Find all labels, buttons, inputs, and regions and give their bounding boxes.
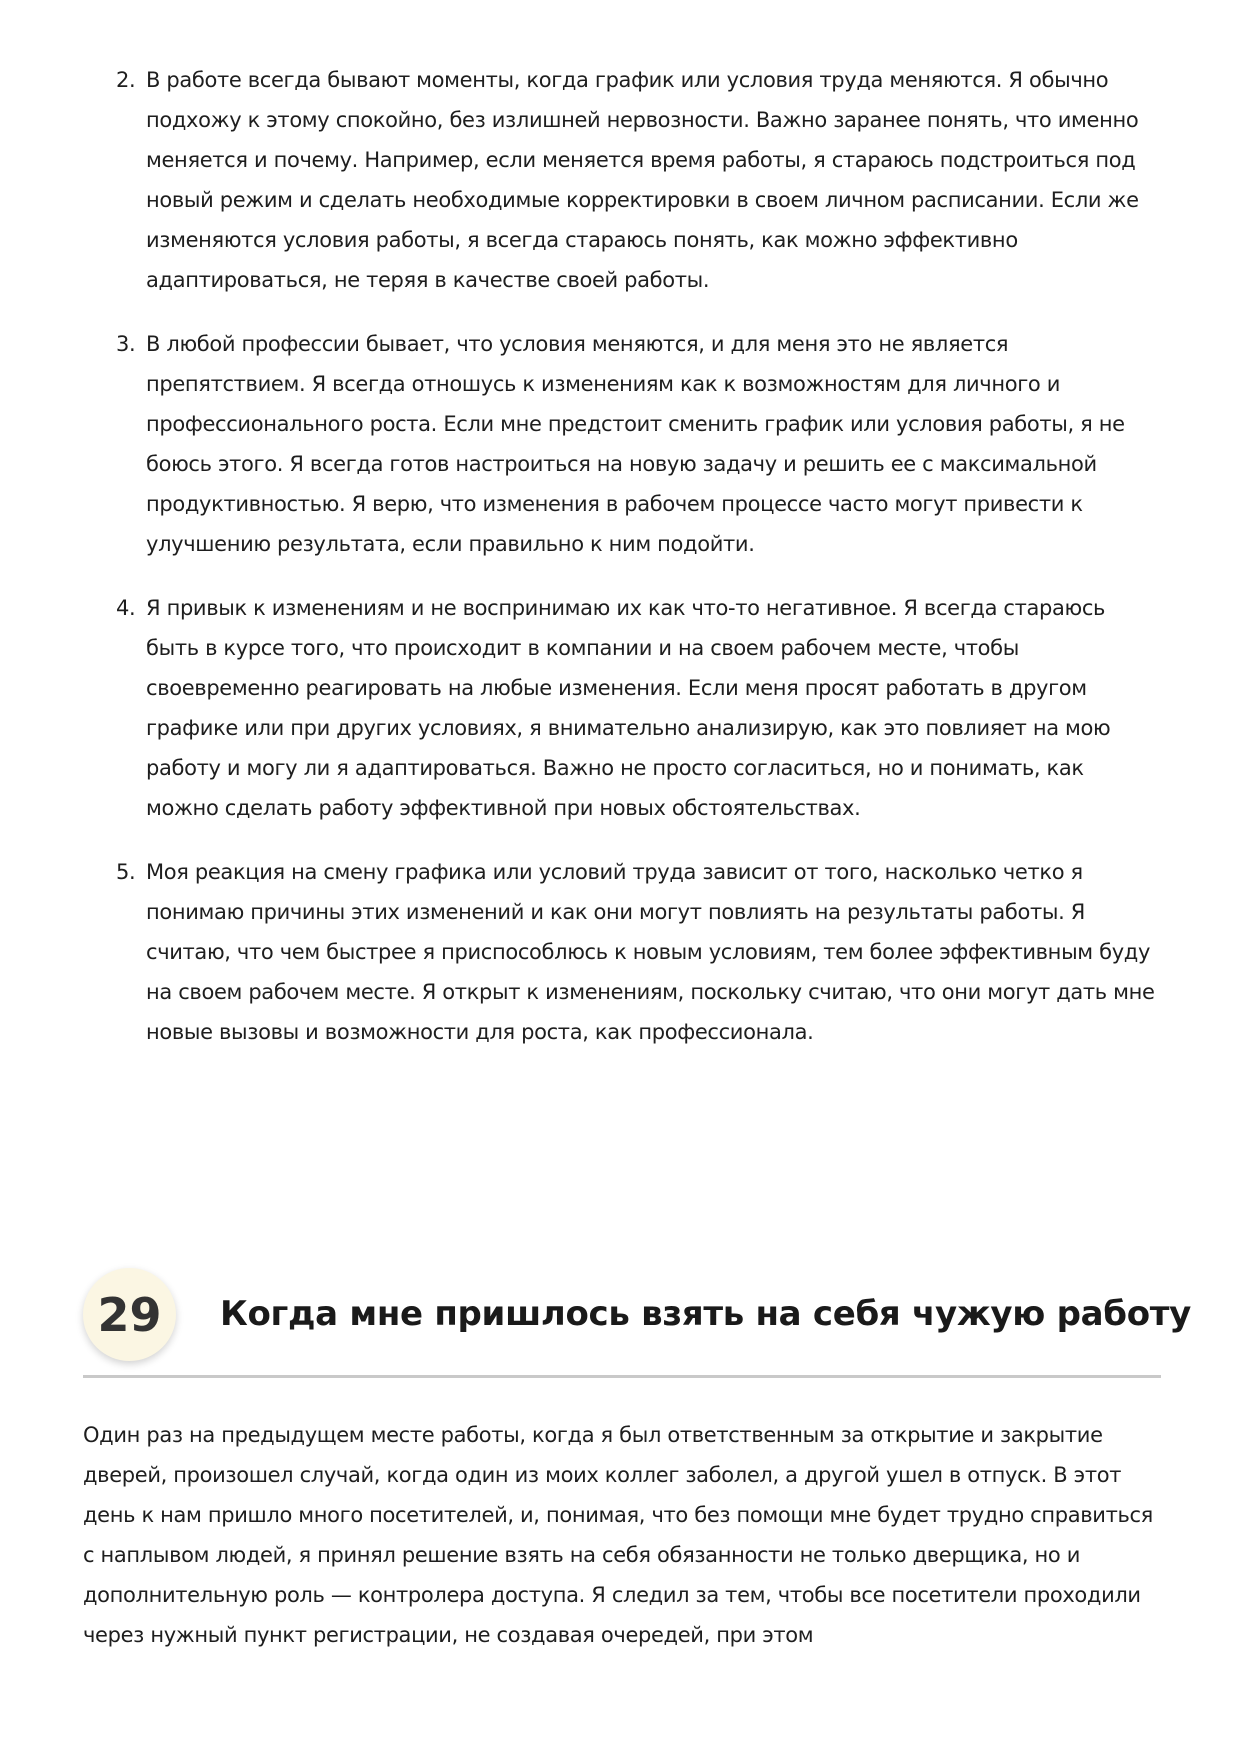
answer-text: В работе всегда бывают моменты, когда график или условия труда меняются. Я обычно подхожу к этому спокойно, без излишней нервозности. Важно заранее понять, что именно меняется и почему. Например, если меняется время работы, я стараюсь подстроиться под новый режим и сделать необходимые корректировки в своем личном расписании. Если же изменяются условия работы, я всегда стараюсь понять, как можно эффективно адаптироваться, не теряя в качестве своей работы.: [146, 68, 1139, 292]
answer-item: [116, 852, 1161, 1052]
section-header: [83, 1268, 1192, 1380]
answer-number: 4.: [116, 596, 136, 620]
answer-number: 2.: [116, 68, 136, 92]
section-title: Когда мне пришлось взять на себя чужую работу: [220, 1294, 1192, 1334]
answer-item: [116, 324, 1161, 564]
answer-list: [116, 60, 1161, 1076]
section-divider: [83, 1375, 1161, 1378]
answer-number: 3.: [116, 332, 136, 356]
section-body-paragraph: Один раз на предыдущем месте работы, когда я был ответственным за открытие и закрытие дверей, произошел случай, когда один из моих коллег заболел, а другой ушел в отпуск. В этот день к нам пришло много посетителей, и, понимая, что без помощи мне будет трудно справиться с наплывом людей, я принял решение взять на себя обязанности не только дверщика, но и дополнительную роль — контролера доступа. Я следил за тем, чтобы все посетители проходили через нужный пункт регистрации, не создавая очередей, при этом: [83, 1423, 1153, 1647]
answer-item: [116, 60, 1161, 300]
answer-text: Я привык к изменениям и не воспринимаю их как что-то негативное. Я всегда стараюсь быть в курсе того, что происходит в компании и на своем рабочем месте, чтобы своевременно реагировать на любые изменения. Если меня просят работать в другом графике или при других условиях, я внимательно анализирую, как это повлияет на мою работу и могу ли я адаптироваться. Важно не просто согласиться, но и понимать, как можно сделать работу эффективной при новых обстоятельствах.: [146, 596, 1111, 820]
answer-text: В любой профессии бывает, что условия меняются, и для меня это не является препятствием. Я всегда отношусь к изменениям как к возможностям для личного и профессионального роста. Если мне предстоит сменить график или условия работы, я не боюсь этого. Я всегда готов настроиться на новую задачу и решить ее с максимальной продуктивностью. Я верю, что изменения в рабочем процессе часто могут привести к улучшению результата, если правильно к ним подойти.: [146, 332, 1125, 556]
section-number-badge: 29: [83, 1268, 176, 1361]
answer-number: 5.: [116, 860, 136, 884]
answer-text: Моя реакция на смену графика или условий труда зависит от того, насколько четко я понимаю причины этих изменений и как они могут повлиять на результаты работы. Я считаю, что чем быстрее я приспособлюсь к новым условиям, тем более эффективным буду на своем рабочем месте. Я открыт к изменениям, поскольку считаю, что они могут дать мне новые вызовы и возможности для роста, как профессионала.: [146, 860, 1155, 1044]
answer-item: [116, 588, 1161, 828]
